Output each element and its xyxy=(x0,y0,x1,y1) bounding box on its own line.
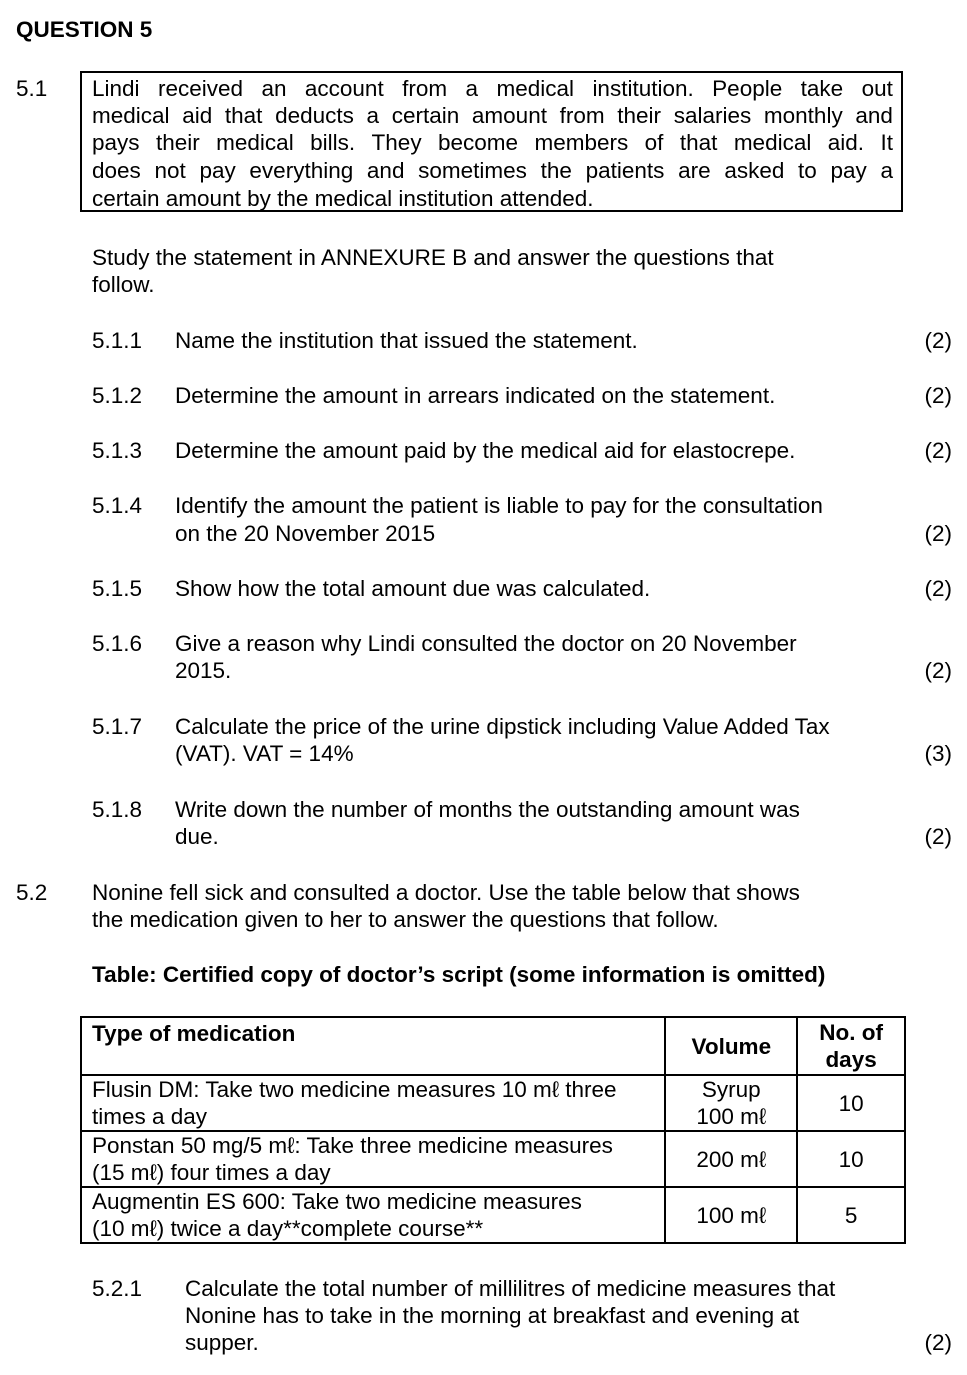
subquestion-number: 5.1.1 xyxy=(92,328,143,353)
header-days xyxy=(797,1017,905,1075)
cell-days: 5 xyxy=(797,1187,905,1243)
header-days-line1: No. of xyxy=(819,1020,883,1045)
marks: (2) xyxy=(924,1330,952,1355)
context-word: to xyxy=(798,158,817,183)
context-word: their xyxy=(155,130,200,155)
subquestion-text: due. xyxy=(175,824,219,849)
cell-volume-line: Syrup xyxy=(701,1077,761,1102)
context-word: salaries xyxy=(673,103,752,128)
context-word: out xyxy=(861,76,893,101)
cell-type xyxy=(81,1187,665,1243)
context-word: medical xyxy=(92,103,170,128)
context-word: not xyxy=(154,158,186,183)
context-word: institution. xyxy=(592,76,694,101)
marks: (3) xyxy=(924,741,952,766)
question-number-5-1: 5.1 xyxy=(16,76,48,101)
context-word: from xyxy=(402,76,448,101)
marks: (2) xyxy=(924,824,952,849)
subquestion-text: (VAT). VAT = 14% xyxy=(175,741,354,766)
subquestion-text: Give a reason why Lindi consulted the doctor on 20 November xyxy=(175,631,797,656)
context-word: certain xyxy=(391,103,460,128)
cell-type-line: Flusin DM: Take two medicine measures 10 mℓ three xyxy=(92,1077,617,1102)
subquestion-number: 5.1.4 xyxy=(92,493,143,518)
subquestion-number: 5.1.6 xyxy=(92,631,143,656)
cell-type xyxy=(81,1075,665,1131)
context-word: patients xyxy=(585,158,665,183)
subquestion-number: 5.1.8 xyxy=(92,797,143,822)
table-row xyxy=(81,1075,905,1131)
context-line xyxy=(92,75,893,102)
marks: (2) xyxy=(924,328,952,353)
cell-volume-line: 100 mℓ xyxy=(696,1104,767,1129)
subquestion-text: Determine the amount paid by the medical aid for elastocrepe. xyxy=(175,438,796,463)
subquestion-text: 2015. xyxy=(175,658,232,683)
marks: (2) xyxy=(924,576,952,601)
context-line: certain amount by the medical institution attended. xyxy=(92,186,594,211)
table-row xyxy=(81,1131,905,1187)
cell-days: 10 xyxy=(797,1075,905,1131)
context-word: a xyxy=(366,103,380,128)
context-line xyxy=(92,157,893,184)
context-word: They xyxy=(371,130,422,155)
cell-type-line: times a day xyxy=(92,1104,208,1129)
context-word: of xyxy=(644,130,664,155)
context-word: received xyxy=(157,76,244,101)
context-word: an xyxy=(261,76,287,101)
subquestion-text: Show how the total amount due was calculated. xyxy=(175,576,651,601)
cell-type-line: (10 mℓ) twice a day**complete course** xyxy=(92,1216,484,1241)
instruction-text: Study the statement in ANNEXURE B and answer the questions that xyxy=(92,245,774,270)
context-word: pay xyxy=(199,158,236,183)
context-word: bills. xyxy=(310,130,356,155)
context-word: from xyxy=(559,103,605,128)
context-word: Lindi xyxy=(92,76,140,101)
subquestion-text: Nonine has to take in the morning at breakfast and evening at xyxy=(185,1303,800,1328)
context-word: that xyxy=(679,130,718,155)
context-word: members xyxy=(534,130,629,155)
subquestion-text: Identify the amount the patient is liable to pay for the consultation xyxy=(175,493,823,518)
context-word: medical xyxy=(496,76,575,101)
subquestion-text: Name the institution that issued the statement. xyxy=(175,328,638,353)
context-word: deducts xyxy=(275,103,354,128)
subquestion-text: Determine the amount in arrears indicated on the statement. xyxy=(175,383,776,408)
context-word: aid xyxy=(182,103,213,128)
context-word: does xyxy=(92,158,141,183)
subquestion-text: Write down the number of months the outstanding amount was xyxy=(175,797,800,822)
subquestion-number: 5.1.3 xyxy=(92,438,143,463)
context-word: a xyxy=(465,76,479,101)
context-word: pays xyxy=(92,130,140,155)
subquestion-number: 5.1.7 xyxy=(92,714,143,739)
header-days-line2: days xyxy=(825,1047,877,1072)
intro-text: Nonine fell sick and consulted a doctor. Use the table below that shows xyxy=(92,880,800,905)
context-box xyxy=(80,71,903,212)
header-type: Type of medication xyxy=(81,1017,665,1075)
cell-type-line: (15 mℓ) four times a day xyxy=(92,1160,331,1185)
context-word: take xyxy=(800,76,844,101)
cell-volume: 100 mℓ xyxy=(665,1187,797,1243)
context-word: become xyxy=(438,130,519,155)
marks: (2) xyxy=(924,521,952,546)
subquestion-text: Calculate the price of the urine dipstick including Value Added Tax xyxy=(175,714,830,739)
context-word: It xyxy=(880,130,893,155)
context-word: the xyxy=(540,158,572,183)
context-word: and xyxy=(855,103,893,128)
cell-type-line: Ponstan 50 mg/5 mℓ: Take three medicine measures xyxy=(92,1133,613,1158)
medication-table xyxy=(80,1016,906,1244)
marks: (2) xyxy=(924,658,952,683)
context-word: and xyxy=(366,158,405,183)
marks: (2) xyxy=(924,383,952,408)
context-line xyxy=(92,102,893,129)
context-word: everything xyxy=(249,158,354,183)
context-word: that xyxy=(224,103,263,128)
context-word: account xyxy=(304,76,384,101)
subquestion-number: 5.1.2 xyxy=(92,383,143,408)
context-word: pay xyxy=(830,158,867,183)
subquestion-text: supper. xyxy=(185,1330,259,1355)
context-word: amount xyxy=(471,103,547,128)
table-header-row xyxy=(81,1017,905,1075)
subquestion-text: on the 20 November 2015 xyxy=(175,521,436,546)
cell-type-line: Augmentin ES 600: Take two medicine measures xyxy=(92,1189,582,1214)
table-caption: Table: Certified copy of doctor’s script (some information is omitted) xyxy=(92,962,826,987)
context-word: sometimes xyxy=(418,158,527,183)
context-word: asked xyxy=(724,158,785,183)
context-word: People xyxy=(712,76,783,101)
context-word: aid. xyxy=(827,130,865,155)
subquestion-text: Calculate the total number of millilitres of medicine measures that xyxy=(185,1276,836,1301)
context-word: medical xyxy=(733,130,812,155)
context-word: medical xyxy=(216,130,294,155)
header-volume: Volume xyxy=(665,1017,797,1075)
marks: (2) xyxy=(924,438,952,463)
context-line xyxy=(92,129,893,156)
question-number-5-2: 5.2 xyxy=(16,880,48,905)
context-word: are xyxy=(678,158,711,183)
subquestion-number: 5.1.5 xyxy=(92,576,143,601)
context-word: their xyxy=(617,103,662,128)
context-word: a xyxy=(880,158,893,183)
question-title: QUESTION 5 xyxy=(16,17,153,42)
subquestion-number: 5.2.1 xyxy=(92,1276,143,1301)
cell-type xyxy=(81,1131,665,1187)
cell-volume: 200 mℓ xyxy=(665,1131,797,1187)
instruction-text: follow. xyxy=(92,272,155,297)
table-row xyxy=(81,1187,905,1243)
intro-text: the medication given to her to answer the questions that follow. xyxy=(92,907,719,932)
cell-days: 10 xyxy=(797,1131,905,1187)
context-word: monthly xyxy=(763,103,843,128)
cell-volume xyxy=(665,1075,797,1131)
